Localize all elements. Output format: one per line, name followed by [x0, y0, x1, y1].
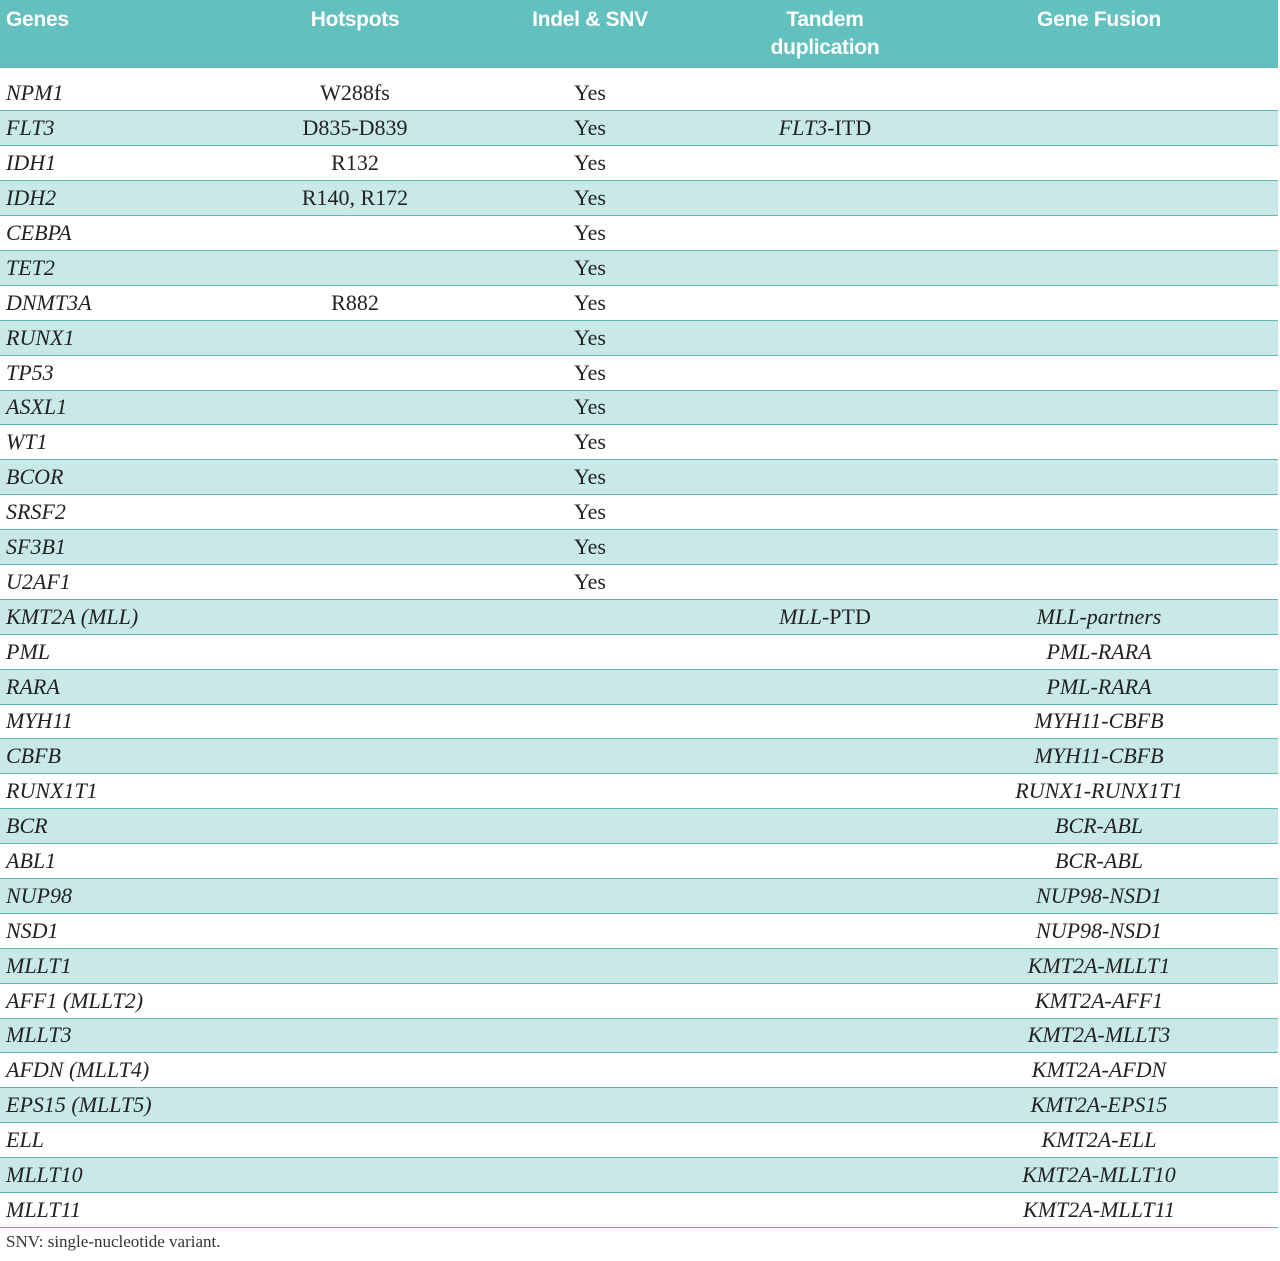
hotspot-cell: [260, 216, 450, 251]
hotspot-cell: [260, 1088, 450, 1123]
gene-cell: AFDN (MLLT4): [0, 1053, 260, 1088]
hotspot-cell: [260, 495, 450, 530]
indel-snv-cell: [450, 1158, 730, 1193]
hotspot-cell: [260, 878, 450, 913]
gene-fusion-cell: KMT2A-AFDN: [920, 1053, 1278, 1088]
header-row: [0, 0, 1278, 68]
gene-fusion-cell: [920, 285, 1278, 320]
tandem-duplication-cell: [730, 913, 920, 948]
header-tandem-duplication: [730, 0, 920, 68]
table-row: [0, 983, 1278, 1018]
tandem-duplication-cell: [730, 250, 920, 285]
hotspot-cell: [260, 564, 450, 599]
indel-snv-cell: [450, 1018, 730, 1053]
indel-snv-cell: Yes: [450, 390, 730, 425]
tandem-duplication-cell: [730, 530, 920, 565]
gene-cell: MLLT3: [0, 1018, 260, 1053]
tandem-duplication-cell: [730, 669, 920, 704]
indel-snv-cell: [450, 739, 730, 774]
indel-snv-cell: [450, 669, 730, 704]
table-row: [0, 774, 1278, 809]
tandem-duplication-cell: [730, 320, 920, 355]
tandem-duplication-cell: [730, 704, 920, 739]
gene-fusion-cell: BCR-ABL: [920, 809, 1278, 844]
indel-snv-cell: Yes: [450, 320, 730, 355]
table-row: [0, 320, 1278, 355]
header-genes: Genes: [6, 8, 69, 31]
gene-fusion-cell: [920, 76, 1278, 111]
gene-fusion-cell: KMT2A-MLLT10: [920, 1158, 1278, 1193]
gene-fusion-cell: [920, 181, 1278, 216]
table-header: [0, 0, 1278, 68]
tandem-duplication-cell: [730, 1193, 920, 1228]
gene-cell: MLLT10: [0, 1158, 260, 1193]
hotspot-cell: [260, 948, 450, 983]
tandem-duplication-cell: [730, 111, 920, 146]
gene-cell: U2AF1: [0, 564, 260, 599]
tandem-duplication-cell: [730, 809, 920, 844]
indel-snv-cell: [450, 948, 730, 983]
indel-snv-cell: [450, 878, 730, 913]
header-tandem-line1: Tandem: [786, 8, 864, 31]
hotspot-cell: [260, 634, 450, 669]
hotspot-cell: [260, 669, 450, 704]
indel-snv-cell: [450, 809, 730, 844]
gene-fusion-cell: [920, 425, 1278, 460]
gene-fusion-cell: BCR-ABL: [920, 844, 1278, 879]
indel-snv-cell: Yes: [450, 146, 730, 181]
tandem-duplication-cell: [730, 355, 920, 390]
tandem-duplication-cell: [730, 76, 920, 111]
hotspot-cell: [260, 913, 450, 948]
header-spacer: [0, 68, 1278, 76]
gene-cell: BCOR: [0, 460, 260, 495]
indel-snv-cell: [450, 844, 730, 879]
hotspot-cell: [260, 1123, 450, 1158]
tandem-duplication-cell: [730, 634, 920, 669]
hotspot-cell: [260, 460, 450, 495]
tandem-type: -ITD: [827, 115, 872, 141]
gene-fusion-cell: [920, 355, 1278, 390]
indel-snv-cell: Yes: [450, 181, 730, 216]
indel-snv-cell: [450, 1053, 730, 1088]
hotspot-cell: [260, 390, 450, 425]
indel-snv-cell: Yes: [450, 530, 730, 565]
table-row: [0, 844, 1278, 879]
indel-snv-cell: [450, 1123, 730, 1158]
gene-cell: MLLT11: [0, 1193, 260, 1228]
gene-cell: RUNX1T1: [0, 774, 260, 809]
gene-cell: ASXL1: [0, 390, 260, 425]
hotspot-cell: [260, 1193, 450, 1228]
gene-fusion-cell: MYH11-CBFB: [920, 739, 1278, 774]
gene-cell: CBFB: [0, 739, 260, 774]
hotspot-cell: R140, R172: [260, 181, 450, 216]
tandem-duplication-cell: [730, 1158, 920, 1193]
indel-snv-cell: [450, 1088, 730, 1123]
table-row: [0, 390, 1278, 425]
table-row: [0, 704, 1278, 739]
gene-cell: RUNX1: [0, 320, 260, 355]
gene-cell: AFF1 (MLLT2): [0, 983, 260, 1018]
gene-cell: ELL: [0, 1123, 260, 1158]
gene-cell: ABL1: [0, 844, 260, 879]
indel-snv-cell: Yes: [450, 216, 730, 251]
table-row: [0, 739, 1278, 774]
table-row: [0, 564, 1278, 599]
table-row: [0, 634, 1278, 669]
gene-cell: TET2: [0, 250, 260, 285]
gene-fusion-cell: KMT2A-MLLT11: [920, 1193, 1278, 1228]
hotspot-cell: W288fs: [260, 76, 450, 111]
tandem-gene: MLL: [779, 603, 822, 629]
gene-cell: SRSF2: [0, 495, 260, 530]
indel-snv-cell: Yes: [450, 460, 730, 495]
gene-fusion-cell: [920, 390, 1278, 425]
hotspot-cell: [260, 809, 450, 844]
gene-fusion-cell: KMT2A-AFF1: [920, 983, 1278, 1018]
gene-fusion-cell: [920, 564, 1278, 599]
table-row: [0, 76, 1278, 111]
table-row: [0, 530, 1278, 565]
gene-cell: DNMT3A: [0, 285, 260, 320]
table-row: [0, 1018, 1278, 1053]
gene-cell: TP53: [0, 355, 260, 390]
indel-snv-cell: [450, 634, 730, 669]
table-row: [0, 1123, 1278, 1158]
gene-fusion-cell: KMT2A-EPS15: [920, 1088, 1278, 1123]
tandem-duplication-cell: [730, 495, 920, 530]
tandem-duplication-cell: [730, 146, 920, 181]
gene-cell: EPS15 (MLLT5): [0, 1088, 260, 1123]
gene-fusion-cell: MLL-partners: [920, 599, 1278, 634]
table-row: [0, 425, 1278, 460]
indel-snv-cell: [450, 1193, 730, 1228]
table-body: [0, 68, 1278, 1227]
hotspot-cell: [260, 704, 450, 739]
hotspot-cell: [260, 774, 450, 809]
table-row: [0, 1193, 1278, 1228]
hotspot-cell: [260, 739, 450, 774]
table-row: [0, 948, 1278, 983]
tandem-duplication-cell: [730, 1088, 920, 1123]
table-row: [0, 669, 1278, 704]
table-row: [0, 111, 1278, 146]
gene-fusion-cell: KMT2A-MLLT1: [920, 948, 1278, 983]
gene-fusion-cell: PML-RARA: [920, 634, 1278, 669]
tandem-duplication-cell: [730, 948, 920, 983]
gene-fusion-cell: [920, 146, 1278, 181]
indel-snv-cell: Yes: [450, 425, 730, 460]
gene-cell: WT1: [0, 425, 260, 460]
tandem-gene: FLT3: [778, 115, 828, 141]
hotspot-cell: [260, 844, 450, 879]
hotspot-cell: [260, 1053, 450, 1088]
hotspot-cell: D835-D839: [260, 111, 450, 146]
tandem-duplication-cell: [730, 774, 920, 809]
indel-snv-cell: [450, 913, 730, 948]
hotspot-cell: [260, 1018, 450, 1053]
gene-fusion-cell: [920, 460, 1278, 495]
gene-fusion-cell: RUNX1-RUNX1T1: [920, 774, 1278, 809]
indel-snv-cell: Yes: [450, 355, 730, 390]
hotspot-cell: [260, 599, 450, 634]
gene-cell: FLT3: [0, 111, 260, 146]
gene-fusion-cell: [920, 111, 1278, 146]
gene-fusion-cell: PML-RARA: [920, 669, 1278, 704]
tandem-duplication-cell: [730, 425, 920, 460]
tandem-duplication-cell: [730, 844, 920, 879]
gene-cell: IDH1: [0, 146, 260, 181]
table-row: [0, 355, 1278, 390]
hotspot-cell: R132: [260, 146, 450, 181]
table-row: [0, 216, 1278, 251]
table-row: [0, 809, 1278, 844]
tandem-duplication-cell: [730, 878, 920, 913]
hotspot-cell: [260, 250, 450, 285]
gene-fusion-cell: [920, 495, 1278, 530]
gene-cell: NPM1: [0, 76, 260, 111]
tandem-duplication-cell: [730, 983, 920, 1018]
gene-cell: SF3B1: [0, 530, 260, 565]
hotspot-cell: R882: [260, 285, 450, 320]
table-row: [0, 878, 1278, 913]
table-row: [0, 913, 1278, 948]
hotspot-cell: [260, 530, 450, 565]
gene-fusion-cell: [920, 250, 1278, 285]
indel-snv-cell: Yes: [450, 285, 730, 320]
gene-fusion-cell: [920, 530, 1278, 565]
table-row: [0, 1158, 1278, 1193]
table-row: [0, 181, 1278, 216]
table-row: [0, 285, 1278, 320]
header-indel-snv: Indel & SNV: [532, 8, 648, 31]
table-footnote: SNV: single-nucleotide variant.: [6, 1232, 221, 1251]
table-row: [0, 146, 1278, 181]
tandem-type: -PTD: [821, 603, 871, 629]
header-hotspots: Hotspots: [310, 8, 400, 31]
indel-snv-cell: Yes: [450, 76, 730, 111]
gene-fusion-cell: [920, 320, 1278, 355]
hotspot-cell: [260, 355, 450, 390]
table-row: [0, 1053, 1278, 1088]
table-row: [0, 495, 1278, 530]
tandem-duplication-cell: [730, 564, 920, 599]
gene-cell: PML: [0, 634, 260, 669]
gene-fusion-cell: KMT2A-ELL: [920, 1123, 1278, 1158]
tandem-duplication-cell: [730, 460, 920, 495]
gene-cell: NUP98: [0, 878, 260, 913]
gene-fusion-cell: NUP98-NSD1: [920, 878, 1278, 913]
tandem-duplication-cell: [730, 216, 920, 251]
tandem-duplication-cell: [730, 1053, 920, 1088]
gene-fusion-cell: NUP98-NSD1: [920, 913, 1278, 948]
table-row: [0, 460, 1278, 495]
gene-cell: CEBPA: [0, 216, 260, 251]
hotspot-cell: [260, 983, 450, 1018]
tandem-duplication-cell: [730, 181, 920, 216]
tandem-duplication-cell: [730, 1123, 920, 1158]
table-row: [0, 1088, 1278, 1123]
table-row: [0, 599, 1278, 634]
gene-fusion-cell: MYH11-CBFB: [920, 704, 1278, 739]
tandem-duplication-cell: [730, 285, 920, 320]
tandem-duplication-cell: [730, 739, 920, 774]
hotspot-cell: [260, 425, 450, 460]
gene-fusion-cell: [920, 216, 1278, 251]
indel-snv-cell: Yes: [450, 250, 730, 285]
gene-cell: MLLT1: [0, 948, 260, 983]
indel-snv-cell: [450, 983, 730, 1018]
indel-snv-cell: [450, 704, 730, 739]
gene-cell: BCR: [0, 809, 260, 844]
gene-cell: MYH11: [0, 704, 260, 739]
gene-fusion-cell: KMT2A-MLLT3: [920, 1018, 1278, 1053]
indel-snv-cell: [450, 599, 730, 634]
table-row: [0, 250, 1278, 285]
header-tandem-line2: duplication: [770, 36, 880, 59]
gene-cell: NSD1: [0, 913, 260, 948]
tandem-duplication-cell: [730, 390, 920, 425]
indel-snv-cell: Yes: [450, 495, 730, 530]
indel-snv-cell: [450, 774, 730, 809]
hotspot-cell: [260, 320, 450, 355]
hotspot-cell: [260, 1158, 450, 1193]
gene-cell: RARA: [0, 669, 260, 704]
indel-snv-cell: Yes: [450, 111, 730, 146]
gene-cell: IDH2: [0, 181, 260, 216]
tandem-duplication-cell: [730, 1018, 920, 1053]
tandem-duplication-cell: [730, 599, 920, 634]
indel-snv-cell: Yes: [450, 564, 730, 599]
header-gene-fusion: Gene Fusion: [1037, 8, 1161, 31]
gene-cell: KMT2A (MLL): [0, 599, 260, 634]
